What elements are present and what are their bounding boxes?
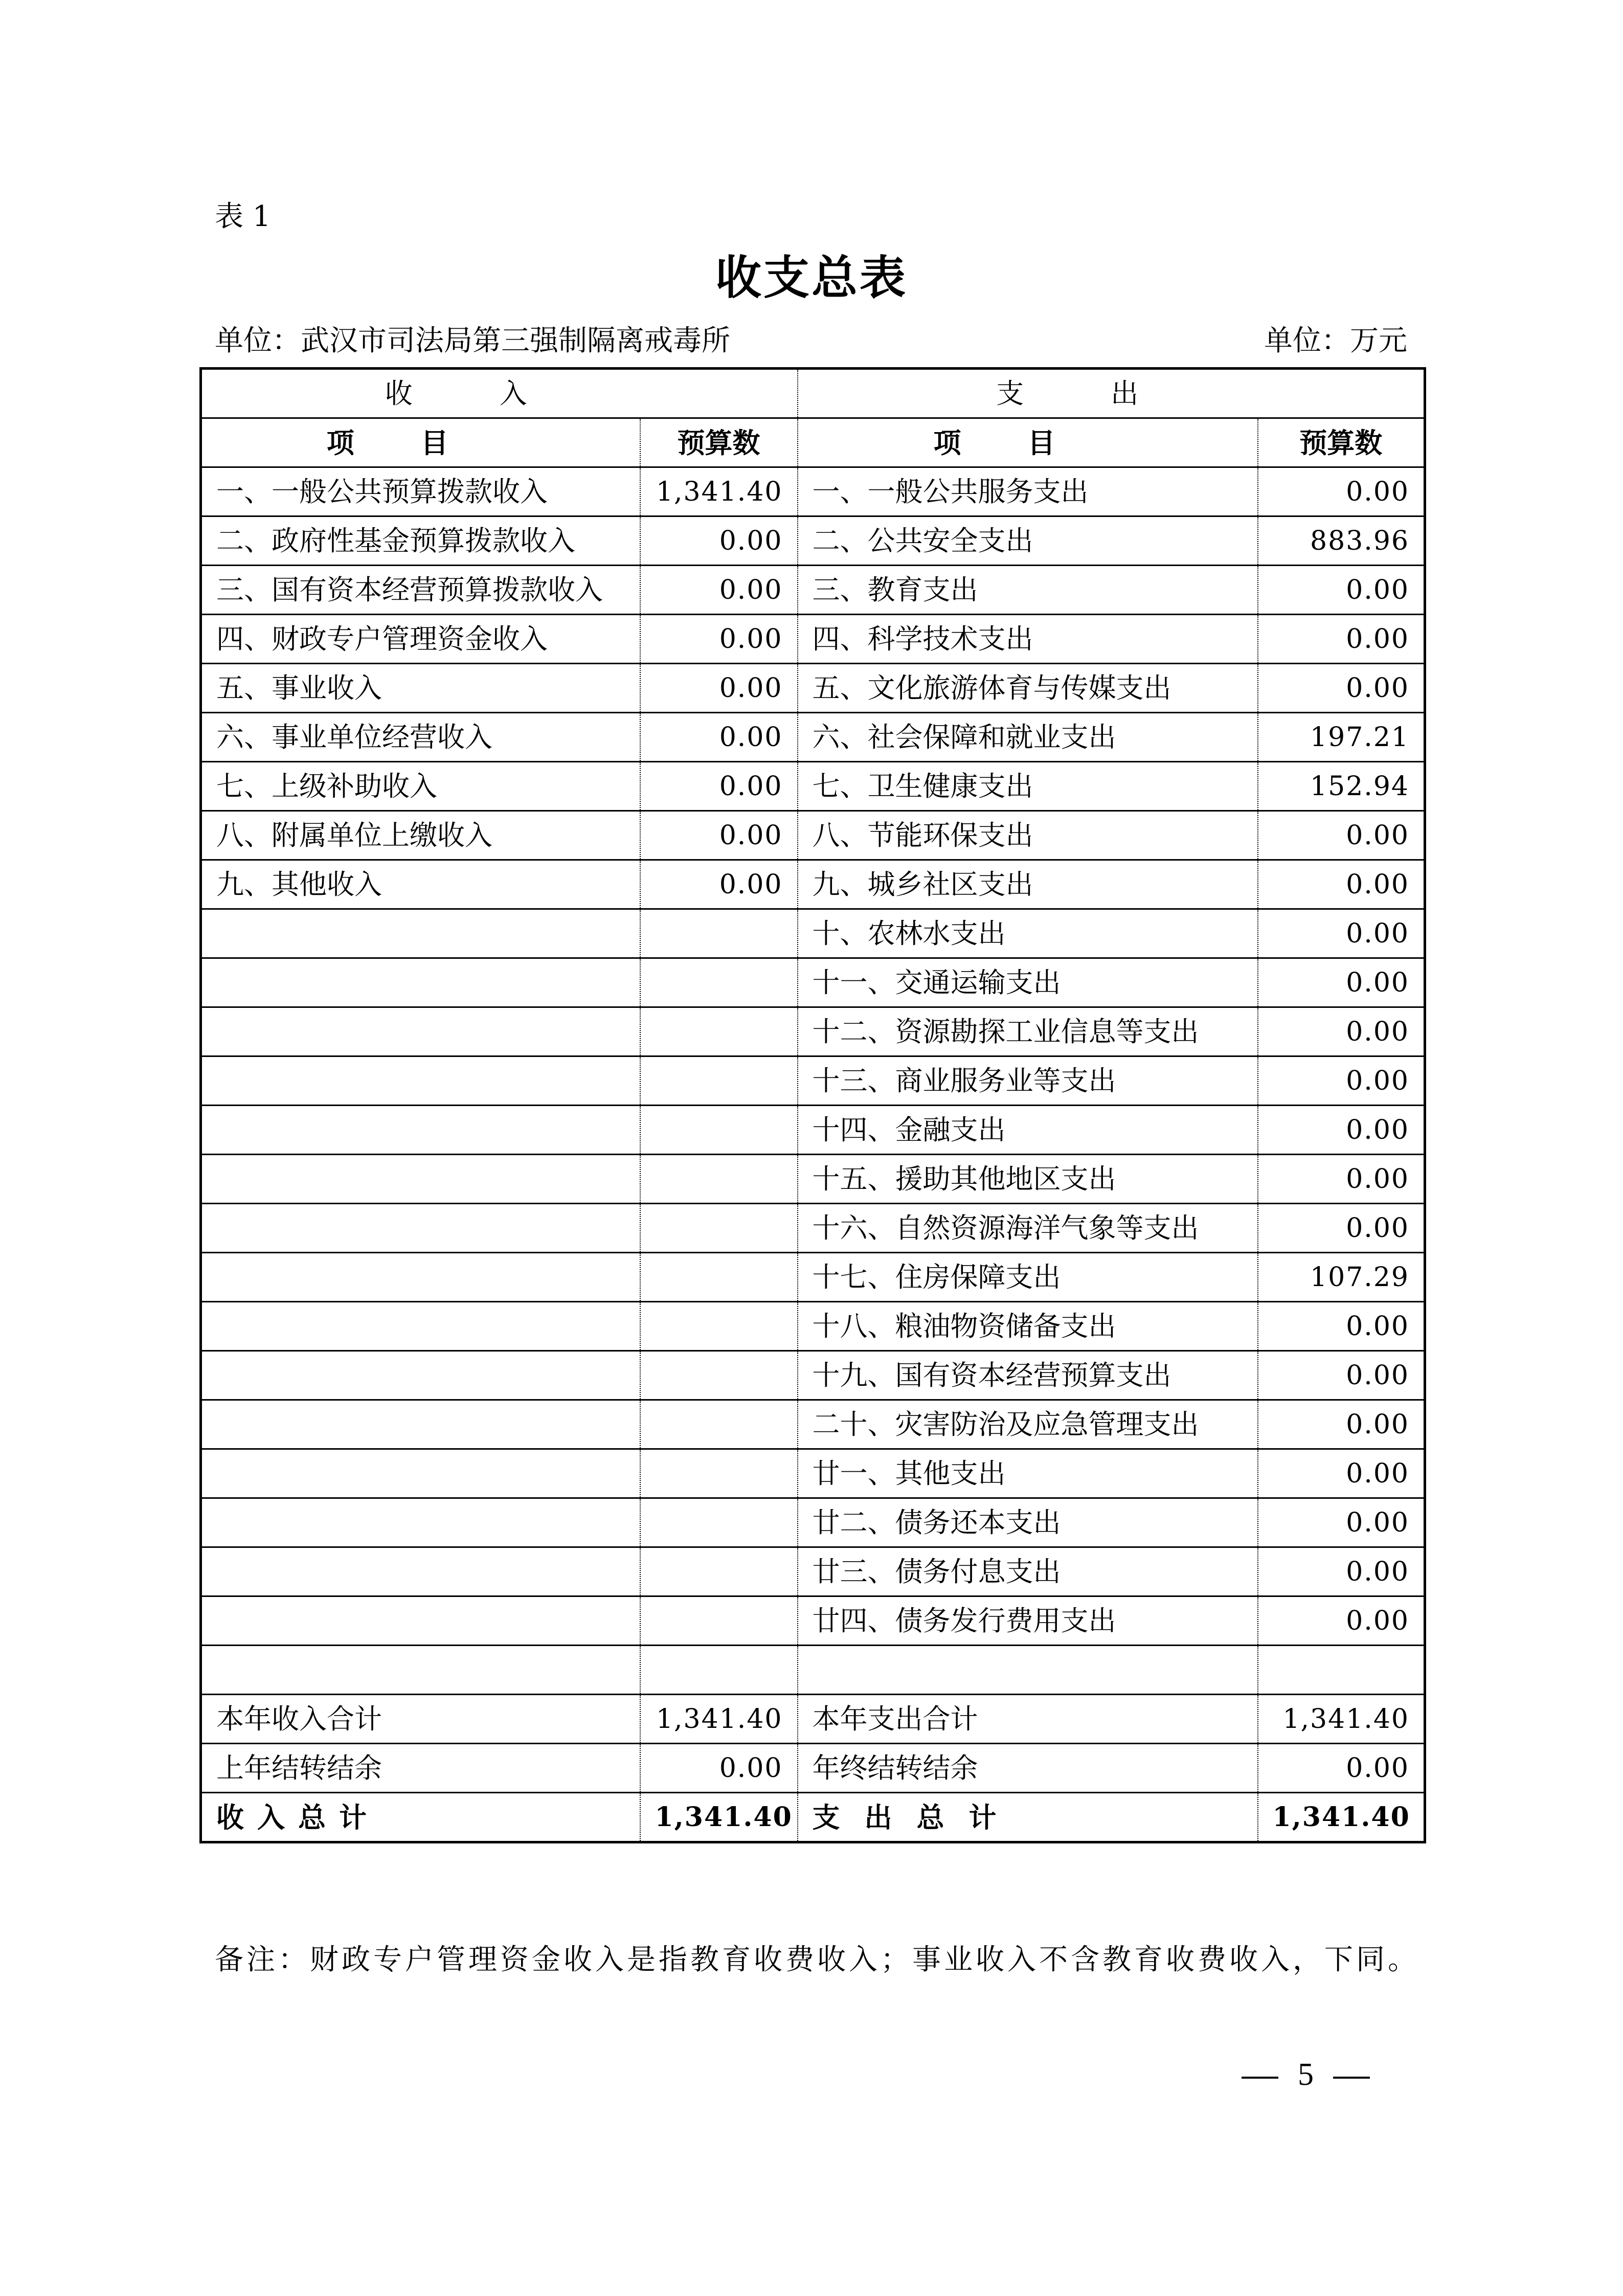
expense-item: 十二、资源勘探工业信息等支出 — [798, 1007, 1258, 1056]
income-item — [201, 909, 640, 958]
expense-item: 三、教育支出 — [798, 566, 1258, 615]
carryover-row — [201, 1744, 1425, 1793]
year-total-row — [201, 1695, 1425, 1744]
expense-item: 七、卫生健康支出 — [798, 762, 1258, 811]
income-value: 0.00 — [640, 762, 798, 811]
table-row — [201, 467, 1425, 516]
table-row — [201, 958, 1425, 1007]
expense-value — [1258, 1646, 1425, 1695]
income-item: 七、上级补助收入 — [201, 762, 640, 811]
income-item: 八、附属单位上缴收入 — [201, 811, 640, 860]
dash-left — [1242, 2077, 1278, 2079]
income-item — [201, 1106, 640, 1155]
expense-item: 廿二、债务还本支出 — [798, 1498, 1258, 1547]
income-budget-header: 预算数 — [640, 418, 798, 467]
income-item — [201, 1646, 640, 1695]
income-value — [640, 1155, 798, 1204]
table-row — [201, 811, 1425, 860]
expense-item: 廿三、债务付息支出 — [798, 1547, 1258, 1596]
income-item: 五、事业收入 — [201, 664, 640, 713]
income-label: 收入总计 — [201, 1793, 640, 1842]
expense-item: 五、文化旅游体育与传媒支出 — [798, 664, 1258, 713]
remark-note: 备注：财政专户管理资金收入是指教育收费收入；事业收入不含教育收费收入，下同。 — [215, 1943, 1419, 1976]
expense-item: 廿四、债务发行费用支出 — [798, 1596, 1258, 1646]
income-value: 0.00 — [640, 860, 798, 909]
income-item — [201, 1596, 640, 1646]
income-item — [201, 1498, 640, 1547]
income-value: 0.00 — [640, 566, 798, 615]
table-row — [201, 1400, 1425, 1449]
income-item-header: 项目 — [201, 418, 640, 467]
table-row — [201, 566, 1425, 615]
expense-value: 1,341.40 — [1258, 1793, 1425, 1842]
income-label: 上年结转结余 — [201, 1744, 640, 1793]
expense-value: 0.00 — [1258, 1302, 1425, 1351]
expense-value: 0.00 — [1258, 958, 1425, 1007]
expense-item: 十四、金融支出 — [798, 1106, 1258, 1155]
income-value — [640, 1646, 798, 1695]
income-item — [201, 1449, 640, 1498]
expense-value: 0.00 — [1258, 811, 1425, 860]
expense-value: 0.00 — [1258, 1007, 1425, 1056]
grand-total-row — [201, 1793, 1425, 1842]
expense-item: 二、公共安全支出 — [798, 516, 1258, 566]
table-row — [201, 909, 1425, 958]
expense-item: 十七、住房保障支出 — [798, 1253, 1258, 1302]
dash-right — [1333, 2077, 1370, 2079]
income-value: 0.00 — [640, 713, 798, 762]
page-number — [1242, 2056, 1389, 2094]
income-item — [201, 1400, 640, 1449]
income-item: 一、一般公共预算拨款收入 — [201, 467, 640, 516]
income-value: 1,341.40 — [640, 1793, 798, 1842]
section-header-row — [201, 369, 1425, 418]
table-row — [201, 1204, 1425, 1253]
expense-value: 197.21 — [1258, 713, 1425, 762]
table-row — [201, 1547, 1425, 1596]
income-item — [201, 1351, 640, 1400]
table-row — [201, 1498, 1425, 1547]
table-row — [201, 1351, 1425, 1400]
expense-value: 0.00 — [1258, 566, 1425, 615]
expense-value: 0.00 — [1258, 1155, 1425, 1204]
income-value — [640, 1007, 798, 1056]
expense-section-header: 支出 — [798, 369, 1425, 418]
income-value — [640, 909, 798, 958]
income-item — [201, 1204, 640, 1253]
page-title: 收支总表 — [715, 251, 908, 305]
income-item: 二、政府性基金预算拨款收入 — [201, 516, 640, 566]
expense-label: 本年支出合计 — [798, 1695, 1258, 1744]
expense-item: 六、社会保障和就业支出 — [798, 713, 1258, 762]
table-row — [201, 1056, 1425, 1106]
income-value — [640, 1253, 798, 1302]
income-item — [201, 958, 640, 1007]
expense-value: 0.00 — [1258, 615, 1425, 664]
table-row — [201, 1106, 1425, 1155]
expense-value: 152.94 — [1258, 762, 1425, 811]
expense-item-header: 项目 — [798, 418, 1258, 467]
income-item: 六、事业单位经营收入 — [201, 713, 640, 762]
income-item — [201, 1302, 640, 1351]
income-value — [640, 1302, 798, 1351]
expense-value: 0.00 — [1258, 1204, 1425, 1253]
expense-item: 九、城乡社区支出 — [798, 860, 1258, 909]
income-value — [640, 1449, 798, 1498]
expense-value: 0.00 — [1258, 1547, 1425, 1596]
column-header-row — [201, 418, 1425, 467]
expense-value: 0.00 — [1258, 860, 1425, 909]
income-section-header: 收入 — [201, 369, 798, 418]
income-label: 本年收入合计 — [201, 1695, 640, 1744]
expense-item: 十八、粮油物资储备支出 — [798, 1302, 1258, 1351]
expense-item: 十九、国有资本经营预算支出 — [798, 1351, 1258, 1400]
income-value — [640, 1547, 798, 1596]
income-value: 0.00 — [640, 615, 798, 664]
table-row — [201, 1449, 1425, 1498]
expense-item: 十六、自然资源海洋气象等支出 — [798, 1204, 1258, 1253]
table-row — [201, 1007, 1425, 1056]
expense-value: 0.00 — [1258, 1351, 1425, 1400]
expense-value: 0.00 — [1258, 1449, 1425, 1498]
income-item — [201, 1007, 640, 1056]
table-row — [201, 1646, 1425, 1695]
income-value: 0.00 — [640, 516, 798, 566]
expense-value: 0.00 — [1258, 664, 1425, 713]
expense-value: 0.00 — [1258, 909, 1425, 958]
table-row — [201, 1596, 1425, 1646]
expense-value: 0.00 — [1258, 1400, 1425, 1449]
expense-item: 十、农林水支出 — [798, 909, 1258, 958]
table-label: 表 1 — [215, 200, 271, 233]
income-item: 四、财政专户管理资金收入 — [201, 615, 640, 664]
income-item — [201, 1155, 640, 1204]
expense-label: 支出总计 — [798, 1793, 1258, 1842]
expense-value: 0.00 — [1258, 1056, 1425, 1106]
income-value: 0.00 — [640, 811, 798, 860]
page-number-value: 5 — [1298, 2057, 1314, 2092]
unit-currency: 单位：万元 — [1264, 324, 1407, 357]
expense-item: 二十、灾害防治及应急管理支出 — [798, 1400, 1258, 1449]
income-item — [201, 1056, 640, 1106]
table-row — [201, 762, 1425, 811]
expense-label: 年终结转结余 — [798, 1744, 1258, 1793]
income-value: 1,341.40 — [640, 1695, 798, 1744]
expense-item: 十一、交通运输支出 — [798, 958, 1258, 1007]
income-value — [640, 1596, 798, 1646]
table-row — [201, 713, 1425, 762]
income-value — [640, 1106, 798, 1155]
table-row — [201, 664, 1425, 713]
income-value — [640, 1204, 798, 1253]
income-item — [201, 1547, 640, 1596]
expense-value: 0.00 — [1258, 1106, 1425, 1155]
expense-item: 廿一、其他支出 — [798, 1449, 1258, 1498]
expense-item: 十五、援助其他地区支出 — [798, 1155, 1258, 1204]
table-row — [201, 615, 1425, 664]
income-item: 三、国有资本经营预算拨款收入 — [201, 566, 640, 615]
expense-value: 1,341.40 — [1258, 1695, 1425, 1744]
budget-summary-table — [199, 367, 1426, 1843]
expense-value: 0.00 — [1258, 1498, 1425, 1547]
table-row — [201, 1155, 1425, 1204]
expense-item: 四、科学技术支出 — [798, 615, 1258, 664]
income-value — [640, 1056, 798, 1106]
expense-item: 八、节能环保支出 — [798, 811, 1258, 860]
income-value — [640, 1400, 798, 1449]
expense-item: 十三、商业服务业等支出 — [798, 1056, 1258, 1106]
income-value: 1,341.40 — [640, 467, 798, 516]
income-value: 0.00 — [640, 664, 798, 713]
income-value — [640, 1351, 798, 1400]
expense-value: 0.00 — [1258, 1596, 1425, 1646]
table-row — [201, 1302, 1425, 1351]
expense-value: 883.96 — [1258, 516, 1425, 566]
expense-item — [798, 1646, 1258, 1695]
table-row — [201, 860, 1425, 909]
expense-value: 0.00 — [1258, 1744, 1425, 1793]
expense-value: 0.00 — [1258, 467, 1425, 516]
expense-item: 一、一般公共服务支出 — [798, 467, 1258, 516]
income-item: 九、其他收入 — [201, 860, 640, 909]
table-row — [201, 1253, 1425, 1302]
income-value: 0.00 — [640, 1744, 798, 1793]
table-row — [201, 516, 1425, 566]
income-value — [640, 958, 798, 1007]
income-item — [201, 1253, 640, 1302]
unit-organization: 单位：武汉市司法局第三强制隔离戒毒所 — [215, 324, 730, 357]
income-value — [640, 1498, 798, 1547]
expense-budget-header: 预算数 — [1258, 418, 1425, 467]
expense-value: 107.29 — [1258, 1253, 1425, 1302]
